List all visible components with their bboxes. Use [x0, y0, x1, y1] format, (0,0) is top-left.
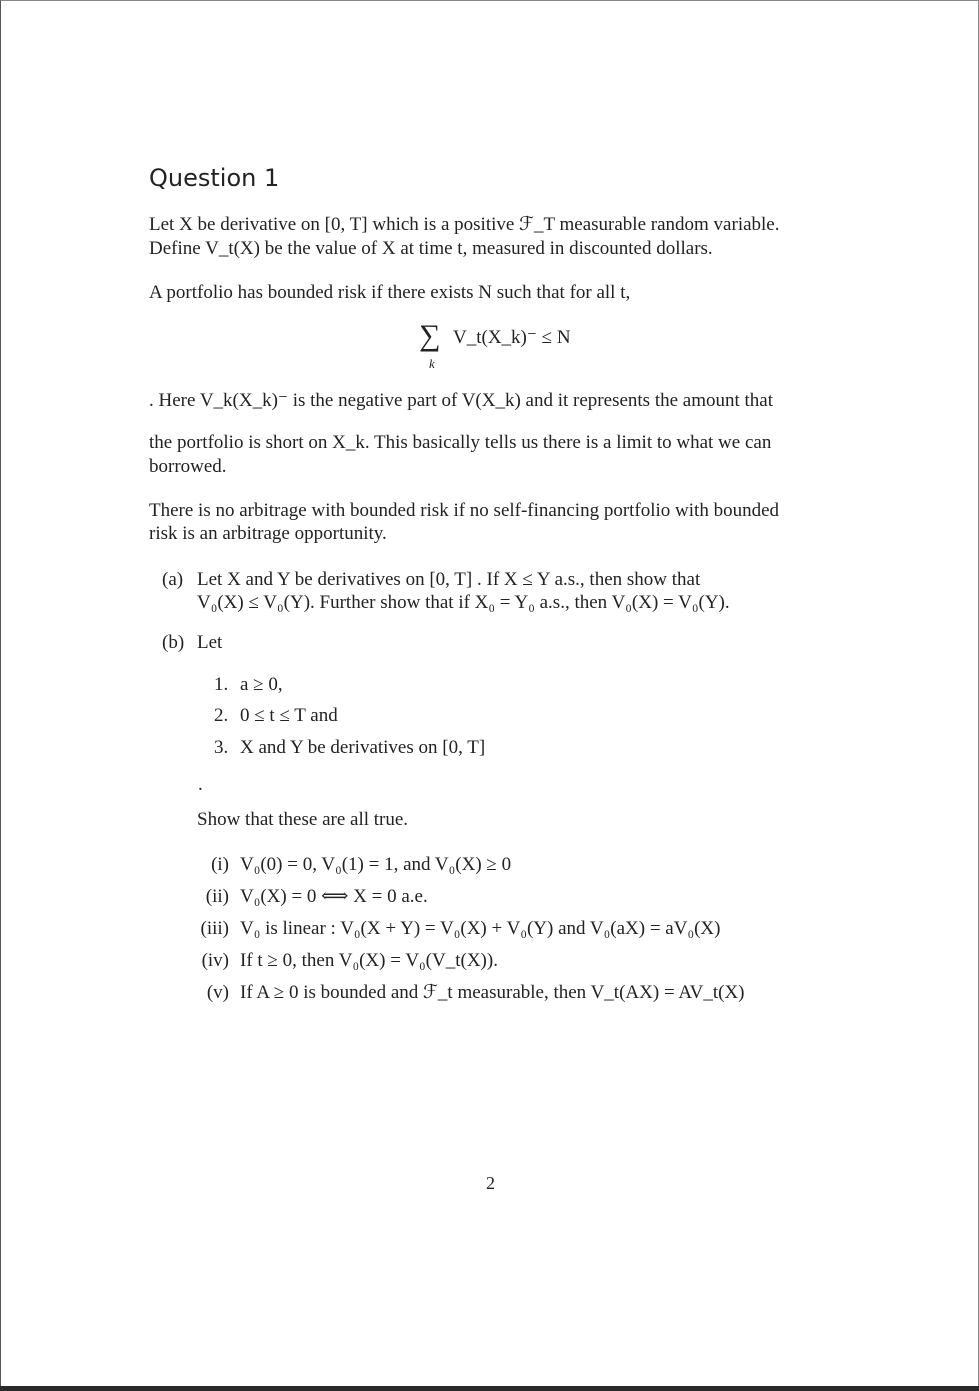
claim-label: (iii)	[200, 918, 229, 939]
part-a-line1: Let X and Y be derivatives on [0, T] . If X ≤ Y a.s., then show that	[197, 569, 701, 590]
claim-text: V₀(X) = 0 ⟺ X = 0 a.e.	[240, 886, 428, 907]
condition-text: 0 ≤ t ≤ T and	[240, 705, 338, 726]
viewer-bottom-edge	[0, 1386, 979, 1391]
claim-label: (i)	[211, 854, 229, 875]
question-heading: Question 1	[149, 164, 280, 192]
condition-label: 1.	[214, 674, 229, 695]
claim-text: V₀ is linear : V₀(X + Y) = V₀(X) + V₀(Y) and V₀(aX) = aV₀(X)	[240, 918, 721, 939]
stray-period: .	[198, 774, 203, 795]
part-b-label: (b)	[162, 632, 185, 653]
claim-label: (v)	[206, 982, 229, 1003]
part-a-label: (a)	[162, 569, 184, 590]
condition-text: X and Y be derivatives on [0, T]	[240, 737, 486, 758]
sum-index: k	[429, 356, 435, 371]
claim-label: (ii)	[205, 886, 229, 907]
claim-text: If t ≥ 0, then V₀(X) = V₀(V_t(X)).	[240, 950, 498, 971]
condition-label: 2.	[214, 705, 229, 726]
sum-symbol: ∑	[419, 319, 441, 352]
para1-line2: Define V_t(X) be the value of X at time t, measured in discounted dollars.	[149, 238, 713, 259]
part-b-intro: Let	[197, 632, 223, 653]
claim-label: (iv)	[201, 950, 229, 971]
claim-text: If A ≥ 0 is bounded and ℱ_t measurable, then V_t(AX) = AV_t(X)	[240, 982, 745, 1003]
para1-line1: Let X be derivative on [0, T] which is a positive ℱ_T measurable random variable.	[149, 214, 780, 235]
para3-line1: . Here V_k(X_k)⁻ is the negative part of V(X_k) and it represents the amount that	[149, 390, 774, 411]
part-a-line2: V₀(X) ≤ V₀(Y). Further show that if X₀ = Y₀ a.s., then V₀(X) = V₀(Y).	[197, 592, 730, 613]
para3-line3: borrowed.	[149, 456, 227, 477]
condition-label: 3.	[214, 737, 229, 758]
para3-line2: the portfolio is short on X_k. This basically tells us there is a limit to what we can	[149, 432, 772, 453]
para4-line1: There is no arbitrage with bounded risk if no self-financing portfolio with bounded	[149, 500, 780, 521]
claim-text: V₀(0) = 0, V₀(1) = 1, and V₀(X) ≥ 0	[240, 854, 512, 875]
equation-body: V_t(X_k)⁻ ≤ N	[453, 327, 571, 348]
condition-text: a ≥ 0,	[240, 674, 283, 695]
para4-line2: risk is an arbitrage opportunity.	[149, 523, 387, 544]
show-text: Show that these are all true.	[197, 809, 409, 830]
page-number: 2	[486, 1173, 495, 1193]
para2-text: A portfolio has bounded risk if there exists N such that for all t,	[149, 282, 631, 303]
